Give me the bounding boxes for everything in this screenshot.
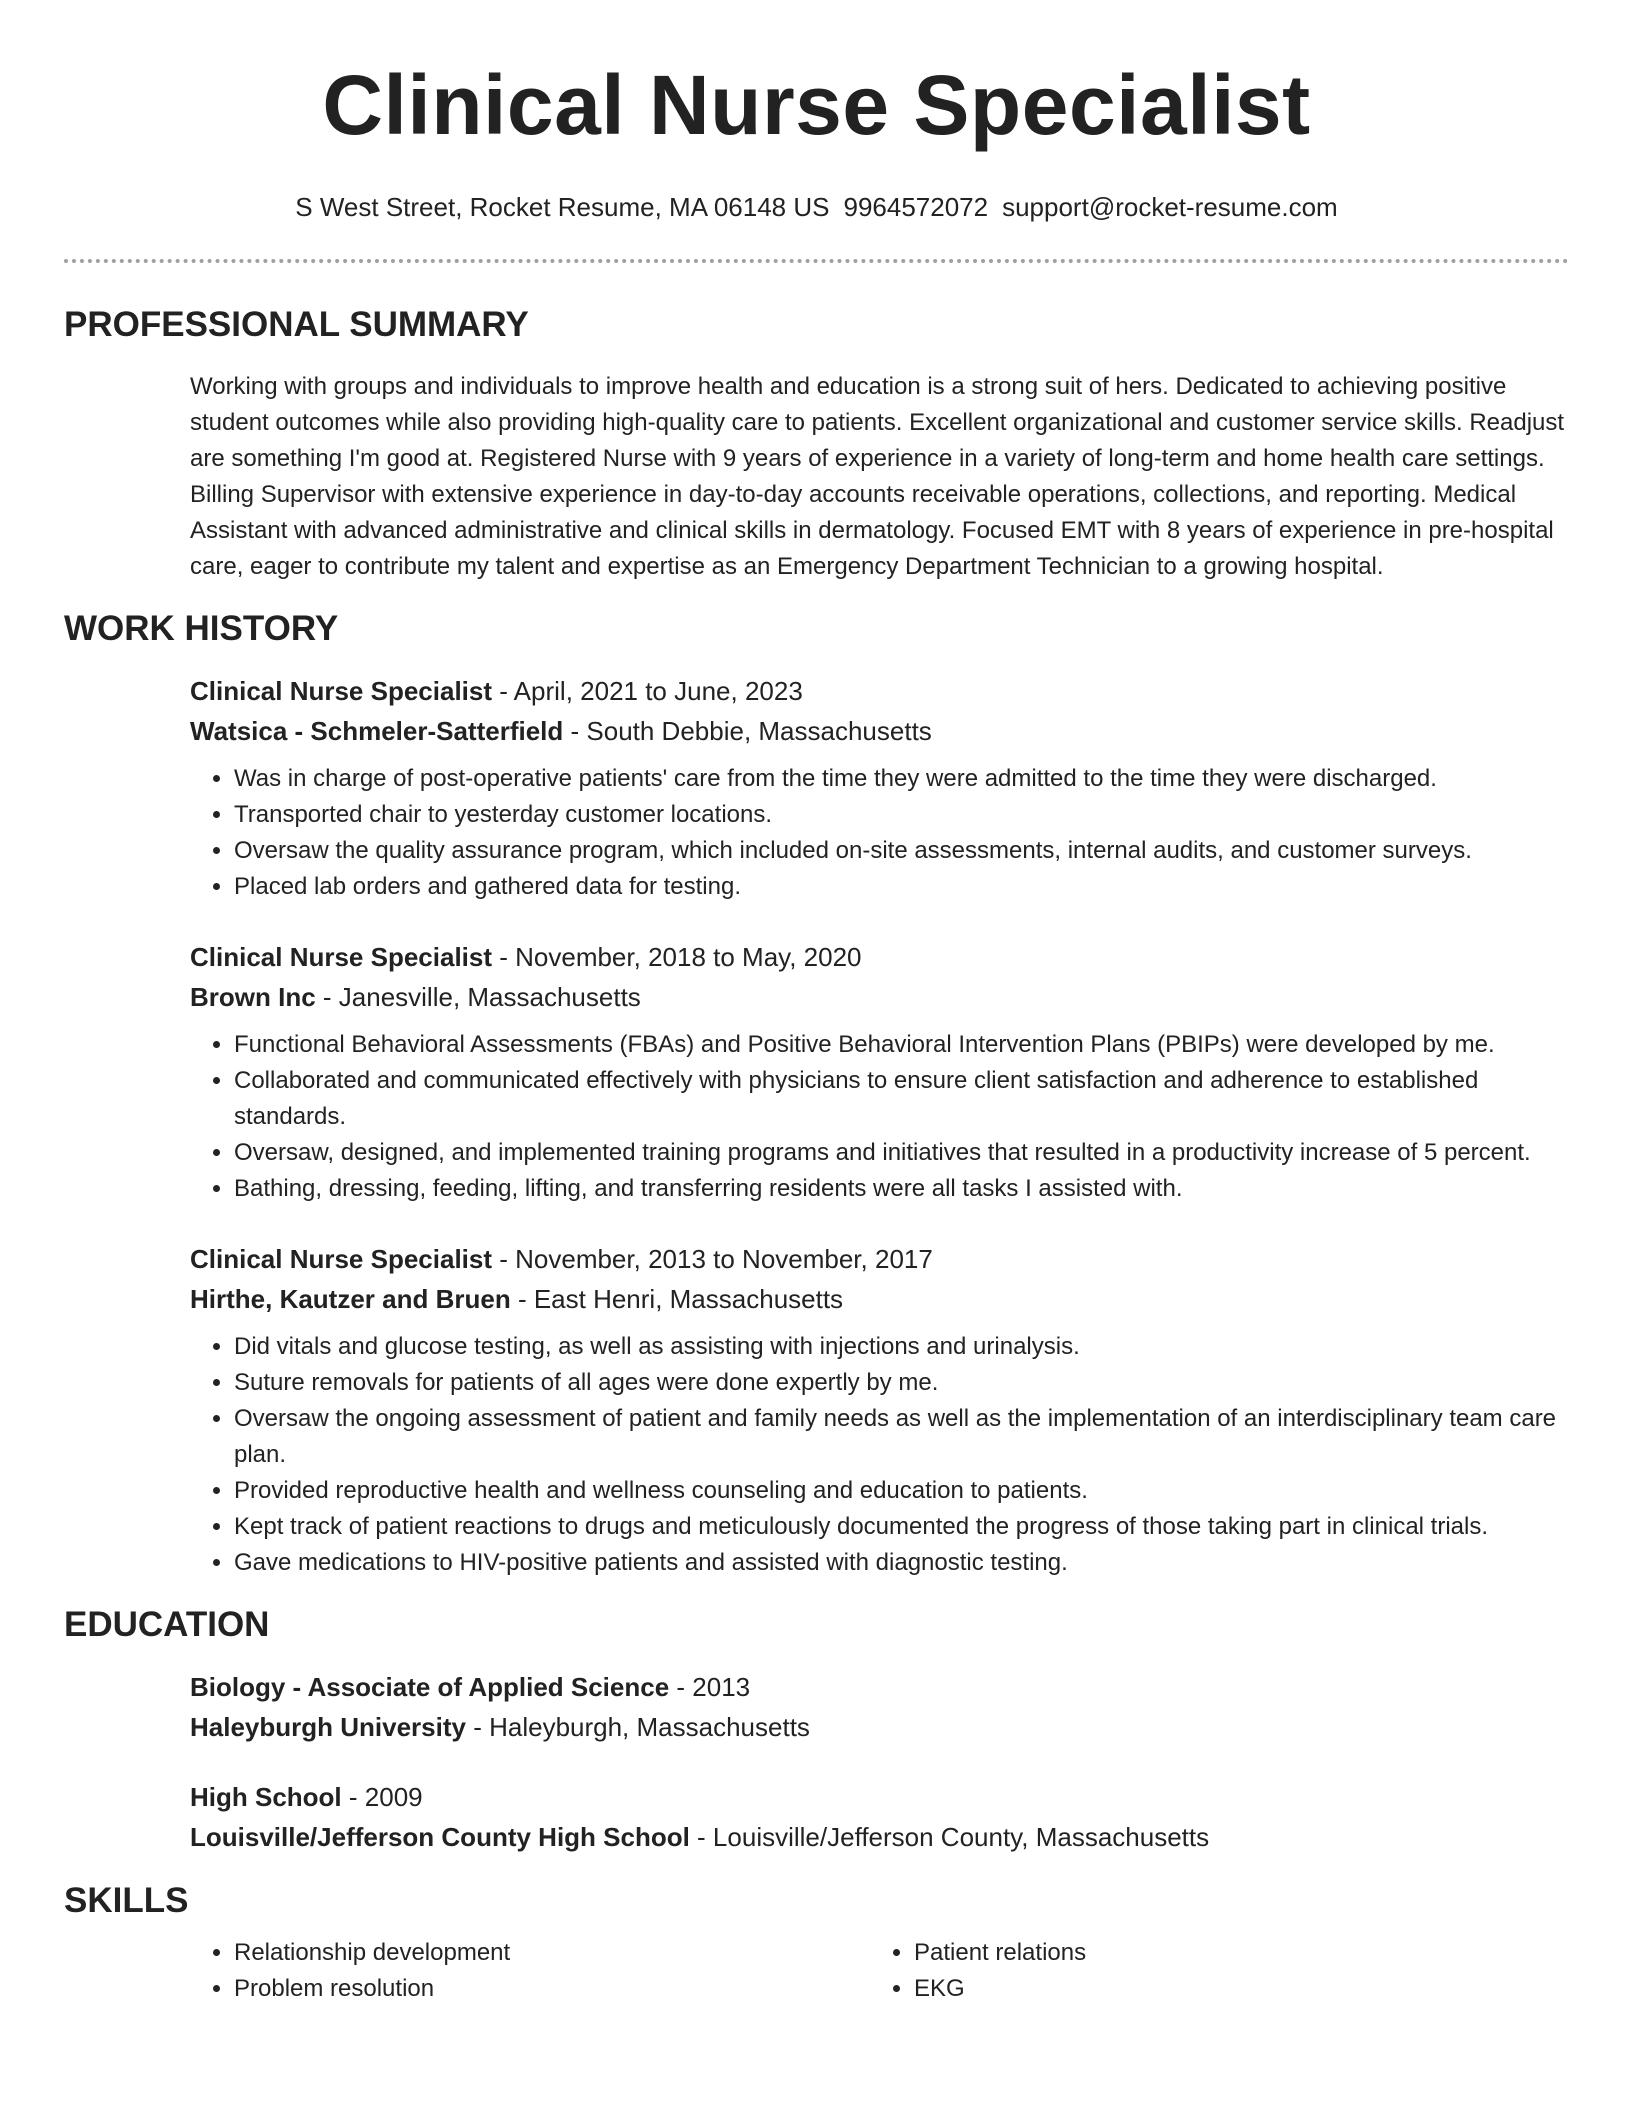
skills-list — [190, 1935, 1569, 2007]
job-role: Clinical Nurse Specialist — [190, 1244, 493, 1274]
education-degree-line — [190, 1667, 1569, 1707]
education-degree-line — [190, 1777, 1569, 1817]
job-company: Hirthe, Kautzer and Bruen — [190, 1284, 511, 1314]
job-bullet: • Oversaw the ongoing assessment of patient and family needs as well as the implementation of an interdisciplinary team care plan. — [234, 1401, 1569, 1473]
education-school-line — [190, 1707, 1569, 1747]
education-degree: Biology - Associate of Applied Science — [190, 1672, 670, 1702]
job-bullet: • Placed lab orders and gathered data for testing. — [234, 869, 1569, 905]
job-location: - East Henri, Massachusetts — [510, 1284, 844, 1314]
job-location: - Janesville, Massachusetts — [315, 982, 641, 1012]
resume-page — [64, 0, 1569, 2007]
job-role: Clinical Nurse Specialist — [190, 942, 493, 972]
job-company: Brown Inc — [190, 982, 316, 1012]
job-bullet: • Functional Behavioral Assessments (FBAs) and Positive Behavioral Intervention Plans (PBIPs) were developed by me. — [234, 1027, 1569, 1063]
education-degree: High School — [190, 1782, 342, 1812]
job-title-line — [190, 937, 1569, 977]
job-bullet: • Suture removals for patients of all ages were done expertly by me. — [234, 1365, 1569, 1401]
education-location: - Louisville/Jefferson County, Massachusetts — [689, 1822, 1210, 1852]
job-bullets — [190, 761, 1569, 905]
job-bullet: • Oversaw the quality assurance program, which included on-site assessments, internal audits, and customer surveys. — [234, 833, 1569, 869]
job-location: - South Debbie, Massachusetts — [563, 716, 932, 746]
education-year: - 2013 — [669, 1672, 751, 1702]
job-bullet: • Gave medications to HIV-positive patients and assisted with diagnostic testing. — [234, 1545, 1569, 1581]
job-company-line — [190, 1279, 1569, 1319]
job-company-line — [190, 977, 1569, 1017]
section-title-skills: SKILLS — [64, 1881, 189, 1920]
job-bullet: • Collaborated and communicated effectively with physicians to ensure client satisfaction and adherence to established standards. — [234, 1063, 1569, 1135]
job-bullet: • Kept track of patient reactions to drugs and meticulously documented the progress of those taking part in clinical trials. — [234, 1509, 1569, 1545]
education-location: - Haleyburgh, Massachusetts — [465, 1712, 810, 1742]
job-dates: - November, 2013 to November, 2017 — [492, 1244, 933, 1274]
job-bullets — [190, 1329, 1569, 1581]
skill-item: • EKG — [914, 1971, 1550, 2007]
job-title-line — [190, 671, 1569, 711]
skill-item: • Relationship development — [234, 1935, 870, 1971]
skill-item: • Problem resolution — [234, 1971, 870, 2007]
job-entry — [190, 937, 1569, 1207]
job-company-line — [190, 711, 1569, 751]
job-bullet: • Was in charge of post-operative patients' care from the time they were admitted to the time they were discharged. — [234, 761, 1569, 797]
job-dates: - April, 2021 to June, 2023 — [492, 676, 803, 706]
job-title-line — [190, 1239, 1569, 1279]
education-school: Haleyburgh University — [190, 1712, 466, 1742]
job-bullet: • Provided reproductive health and wellness counseling and education to patients. — [234, 1473, 1569, 1509]
job-bullet: • Oversaw, designed, and implemented training programs and initiatives that resulted in a productivity increase of 5 percent. — [234, 1135, 1569, 1171]
job-bullet: • Bathing, dressing, feeding, lifting, and transferring residents were all tasks I assisted with. — [234, 1171, 1569, 1207]
job-entry — [190, 671, 1569, 905]
section-title-summary: PROFESSIONAL SUMMARY — [64, 305, 529, 344]
education-entry — [190, 1777, 1569, 1857]
section-title-work-history: WORK HISTORY — [64, 609, 339, 648]
section-title-education: EDUCATION — [64, 1605, 270, 1644]
summary-text: Working with groups and individuals to improve health and education is a strong suit of hers. Dedicated to achieving positive student outcomes while also providing high-quality care to patients. Excellent organizational and customer service skills. Readjust are something I'm good at. Registered Nurse with 9 years of experience in a variety of long-term and home health care settings. Billing Supervisor with extensive experience in day-to-day accounts receivable operations, collections, and reporting. Medical Assistant with advanced administrative and clinical skills in dermatology. Focused EMT with 8 years of experience in pre-hospital care, eager to contribute my talent and expertise as an Emergency Department Technician to a growing hospital. — [190, 373, 1565, 580]
education-year: - 2009 — [341, 1782, 423, 1812]
skill-item: • Patient relations — [914, 1935, 1550, 1971]
job-role: Clinical Nurse Specialist — [190, 676, 493, 706]
contact-address: S West Street, Rocket Resume, MA 06148 US — [295, 192, 830, 222]
contact-line — [64, 191, 1569, 223]
education-entry — [190, 1667, 1569, 1747]
education-school: Louisville/Jefferson County High School — [190, 1822, 690, 1852]
contact-email: support@rocket-resume.com — [1002, 192, 1338, 222]
header-divider — [64, 259, 1569, 263]
contact-phone: 9964572072 — [843, 192, 989, 222]
job-company: Watsica - Schmeler-Satterfield — [190, 716, 564, 746]
job-dates: - November, 2018 to May, 2020 — [492, 942, 862, 972]
job-bullets — [190, 1027, 1569, 1207]
job-entry — [190, 1239, 1569, 1581]
job-bullet: • Transported chair to yesterday customer locations. — [234, 797, 1569, 833]
resume-name: Clinical Nurse Specialist — [322, 58, 1311, 152]
education-school-line — [190, 1817, 1569, 1857]
job-bullet: • Did vitals and glucose testing, as well as assisting with injections and urinalysis. — [234, 1329, 1569, 1365]
skills-column-left — [190, 1935, 870, 2007]
skills-column-right — [870, 1935, 1550, 2007]
